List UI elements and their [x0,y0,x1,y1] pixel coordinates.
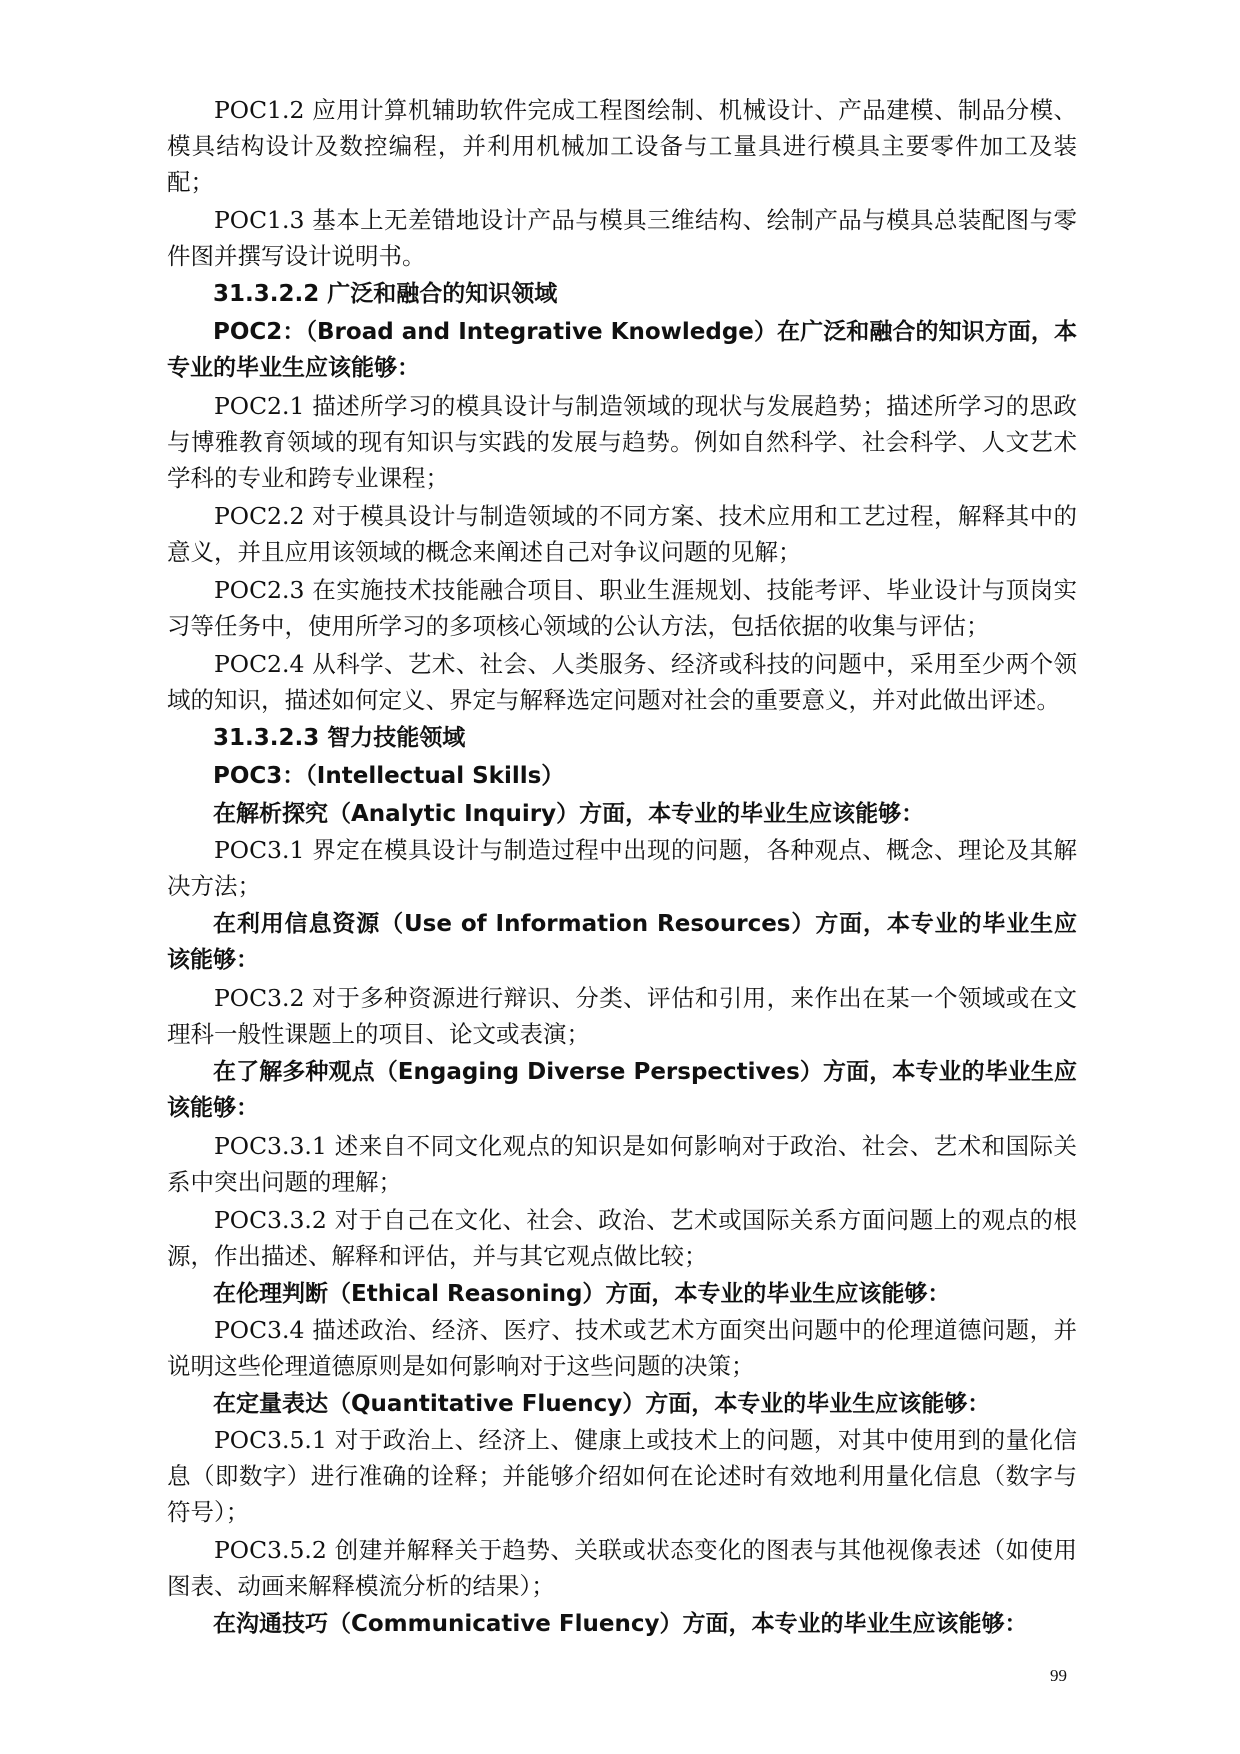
page-number: 99 [1050,1666,1067,1685]
paragraph-poc3-4: POC3.4 描述政治、经济、医疗、技术或艺术方面突出问题中的伦理道德问题，并说明这些伦理道德原则是如何影响对于这些问题的决策； [167,1316,1077,1380]
poc3-heading: POC3：（Intellectual Skills） [213,763,565,789]
poc2-heading: POC2：（Broad and Integrative Knowledge）在广泛和融合的知识方面，本专业的毕业生应该能够： [167,319,1077,381]
paragraph-poc3-3-1: POC3.3.1 述来自不同文化观点的知识是如何影响对于政治、社会、艺术和国际关系中突出问题的理解； [167,1132,1077,1196]
subheading-diverse-perspectives: 在了解多种观点（Engaging Diverse Perspectives）方面，本专业的毕业生应该能够： [167,1059,1077,1121]
subheading-information-resources: 在利用信息资源（Use of Information Resources）方面，本专业的毕业生应该能够： [167,911,1077,973]
paragraph-poc3-1: POC3.1 界定在模具设计与制造过程中出现的问题，各种观点、概念、理论及其解决方法； [167,836,1077,900]
paragraph-poc2-4: POC2.4 从科学、艺术、社会、人类服务、经济或科技的问题中，采用至少两个领域的知识，描述如何定义、界定与解释选定问题对社会的重要意义，并对此做出评述。 [167,650,1077,714]
paragraph-poc2-3: POC2.3 在实施技术技能融合项目、职业生涯规划、技能考评、毕业设计与顶岗实习等任务中，使用所学习的多项核心领域的公认方法，包括依据的收集与评估； [167,576,1077,640]
paragraph-poc2-2: POC2.2 对于模具设计与制造领域的不同方案、技术应用和工艺过程，解释其中的意义，并且应用该领域的概念来阐述自己对争议问题的见解； [167,502,1077,566]
paragraph-poc1-3: POC1.3 基本上无差错地设计产品与模具三维结构、绘制产品与模具总装配图与零件图并撰写设计说明书。 [167,206,1077,270]
paragraph-poc1-2: POC1.2 应用计算机辅助软件完成工程图绘制、机械设计、产品建模、制品分模、模具结构设计及数控编程，并利用机械加工设备与工量具进行模具主要零件加工及装配； [167,96,1077,196]
paragraph-poc3-5-1: POC3.5.1 对于政治上、经济上、健康上或技术上的问题，对其中使用到的量化信息（即数字）进行准确的诠释；并能够介绍如何在论述时有效地利用量化信息（数字与符号）； [167,1426,1077,1526]
paragraph-poc3-3-2: POC3.3.2 对于自己在文化、社会、政治、艺术或国际关系方面问题上的观点的根源，作出描述、解释和评估，并与其它观点做比较； [167,1206,1077,1270]
subheading-quantitative-fluency: 在定量表达（Quantitative Fluency）方面，本专业的毕业生应该能够： [213,1391,991,1417]
page-content [167,92,1077,1642]
paragraph-poc2-1: POC2.1 描述所学习的模具设计与制造领域的现状与发展趋势；描述所学习的思政与博雅教育领域的现有知识与实践的发展与趋势。例如自然科学、社会科学、人文艺术学科的专业和跨专业课程； [167,392,1077,492]
subheading-analytic-inquiry: 在解析探究（Analytic Inquiry）方面，本专业的毕业生应该能够： [213,801,925,827]
paragraph-poc3-2: POC3.2 对于多种资源进行辩识、分类、评估和引用，来作出在某一个领域或在文理科一般性课题上的项目、论文或表演； [167,984,1077,1048]
subheading-communicative-fluency: 在沟通技巧（Communicative Fluency）方面，本专业的毕业生应该能够： [213,1611,1028,1637]
paragraph-poc3-5-2: POC3.5.2 创建并解释关于趋势、关联或状态变化的图表与其他视像表述（如使用图表、动画来解释模流分析的结果）； [167,1536,1077,1600]
section-heading-31-3-2-2: 31.3.2.2 广泛和融合的知识领域 [213,281,558,307]
section-heading-31-3-2-3: 31.3.2.3 智力技能领域 [213,725,466,751]
subheading-ethical-reasoning: 在伦理判断（Ethical Reasoning）方面，本专业的毕业生应该能够： [213,1281,951,1307]
